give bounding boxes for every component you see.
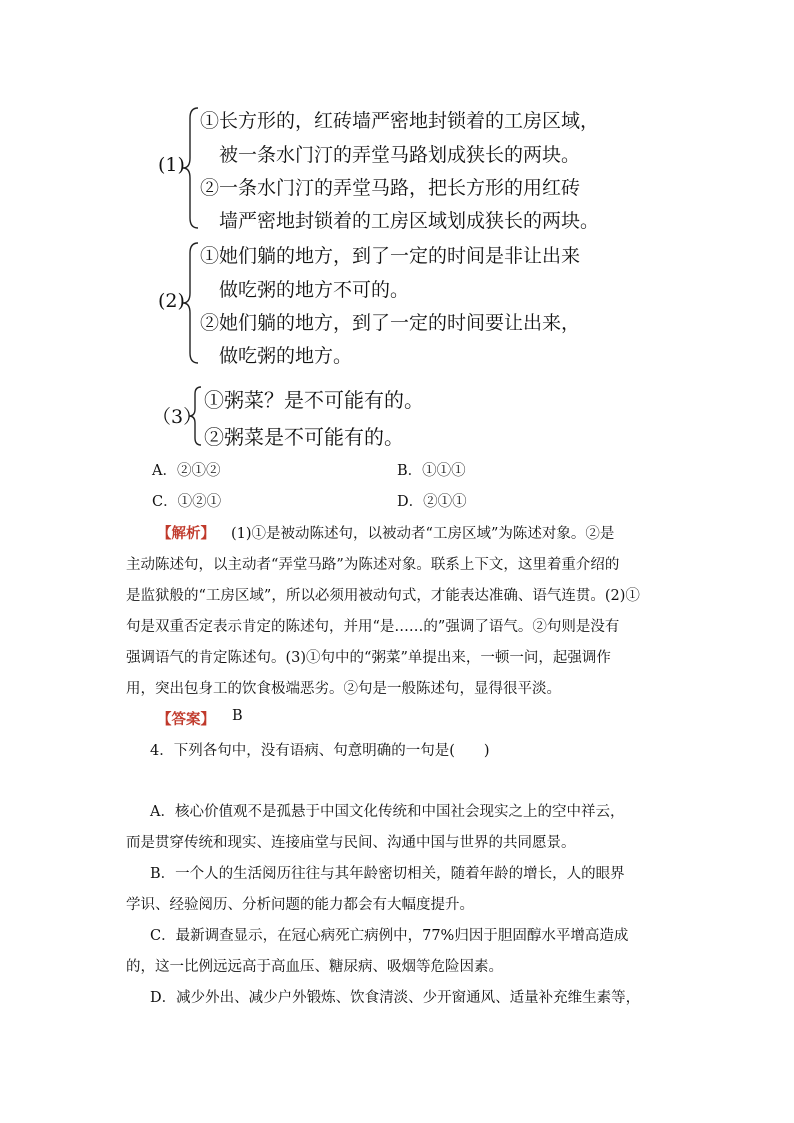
answer-tag: 【答案】 xyxy=(157,711,215,728)
analysis-line: 主动陈述句，以主动者“弄堂马路”为陈述对象。联系上下文，这里着重介绍的 xyxy=(126,557,620,573)
group-label: (1) xyxy=(158,154,185,176)
q4-option-line: A．核心价值观不是孤悬于中国文化传统和中国社会现实之上的空中祥云， xyxy=(150,804,625,820)
sentence-line: 被一条水门汀的弄堂马路划成狭长的两块。 xyxy=(219,144,581,166)
sentence-line: ②粥菜是不可能有的。 xyxy=(204,425,404,449)
q4-option-line: C．最新调查显示，在冠心病死亡病例中，77%归因于胆固醇水平增高造成 xyxy=(150,928,629,944)
analysis-line: 句是双重否定表示肯定的陈述句，并用“是……的”强调了语气。②句则是没有 xyxy=(126,619,620,635)
q4-option-line: D．减少外出、减少户外锻炼、饮食清淡、少开窗通风、适量补充维生素等， xyxy=(150,990,641,1006)
option-b: B．①①① xyxy=(397,463,466,479)
analysis-line: 强调语气的肯定陈述句。(3)①句中的“粥菜”单提出来，一顿一问，起强调作 xyxy=(126,650,611,666)
q4-option-line: 而是贯穿传统和现实、连接庙堂与民间、沟通中国与世界的共同愿景。 xyxy=(126,835,576,851)
group-label: （3） xyxy=(152,406,203,428)
left-brace-icon xyxy=(180,106,202,230)
sentence-line: ①粥菜？是不可能有的。 xyxy=(204,388,424,412)
q4-option-line: 的，这一比例远远高于高血压、糖尿病、吸烟等危险因素。 xyxy=(126,959,503,975)
sentence-line: ①她们躺的地方，到了一定的时间是非让出来 xyxy=(200,245,581,267)
option-c: C．①②① xyxy=(152,494,222,510)
sentence-line: 做吃粥的地方。 xyxy=(219,345,353,367)
analysis-line: 用，突出包身工的饮食极端恶劣。②句是一般陈述句，显得很平淡。 xyxy=(126,681,561,697)
sentence-line: ②她们躺的地方，到了一定的时间要让出来， xyxy=(200,312,581,334)
sentence-line: ②一条水门汀的弄堂马路，把长方形的用红砖 xyxy=(200,177,581,199)
sentence-line: 做吃粥的地方不可的。 xyxy=(219,279,410,301)
sentence-line: ①长方形的，红砖墙严密地封锁着的工房区域， xyxy=(200,110,600,132)
left-brace-icon xyxy=(180,241,202,365)
option-a: A．②①② xyxy=(152,463,221,479)
analysis-line: 是监狱般的“工房区域”，所以必须用被动句式，才能表达准确、语气连贯。(2)① xyxy=(126,588,640,604)
question-stem: 4．下列各句中，没有语病、句意明确的一句是( ) xyxy=(150,743,490,759)
option-d: D．②①① xyxy=(397,494,467,510)
sentence-line: 墙严密地封锁着的工房区域划成狭长的两块。 xyxy=(219,210,600,232)
answer-value: B xyxy=(232,708,243,724)
analysis-line: (1)①是被动陈述句，以被动者“工房区域”为陈述对象。②是 xyxy=(231,526,615,542)
analysis-tag: 【解析】 xyxy=(157,525,215,542)
q4-option-line: B．一个人的生活阅历往往与其年龄密切相关，随着年龄的增长，人的眼界 xyxy=(150,866,625,882)
q4-option-line: 学识、经验阅历、分析问题的能力都会有大幅度提升。 xyxy=(126,897,474,913)
group-label: (2) xyxy=(158,290,185,312)
left-brace-icon xyxy=(186,385,204,447)
